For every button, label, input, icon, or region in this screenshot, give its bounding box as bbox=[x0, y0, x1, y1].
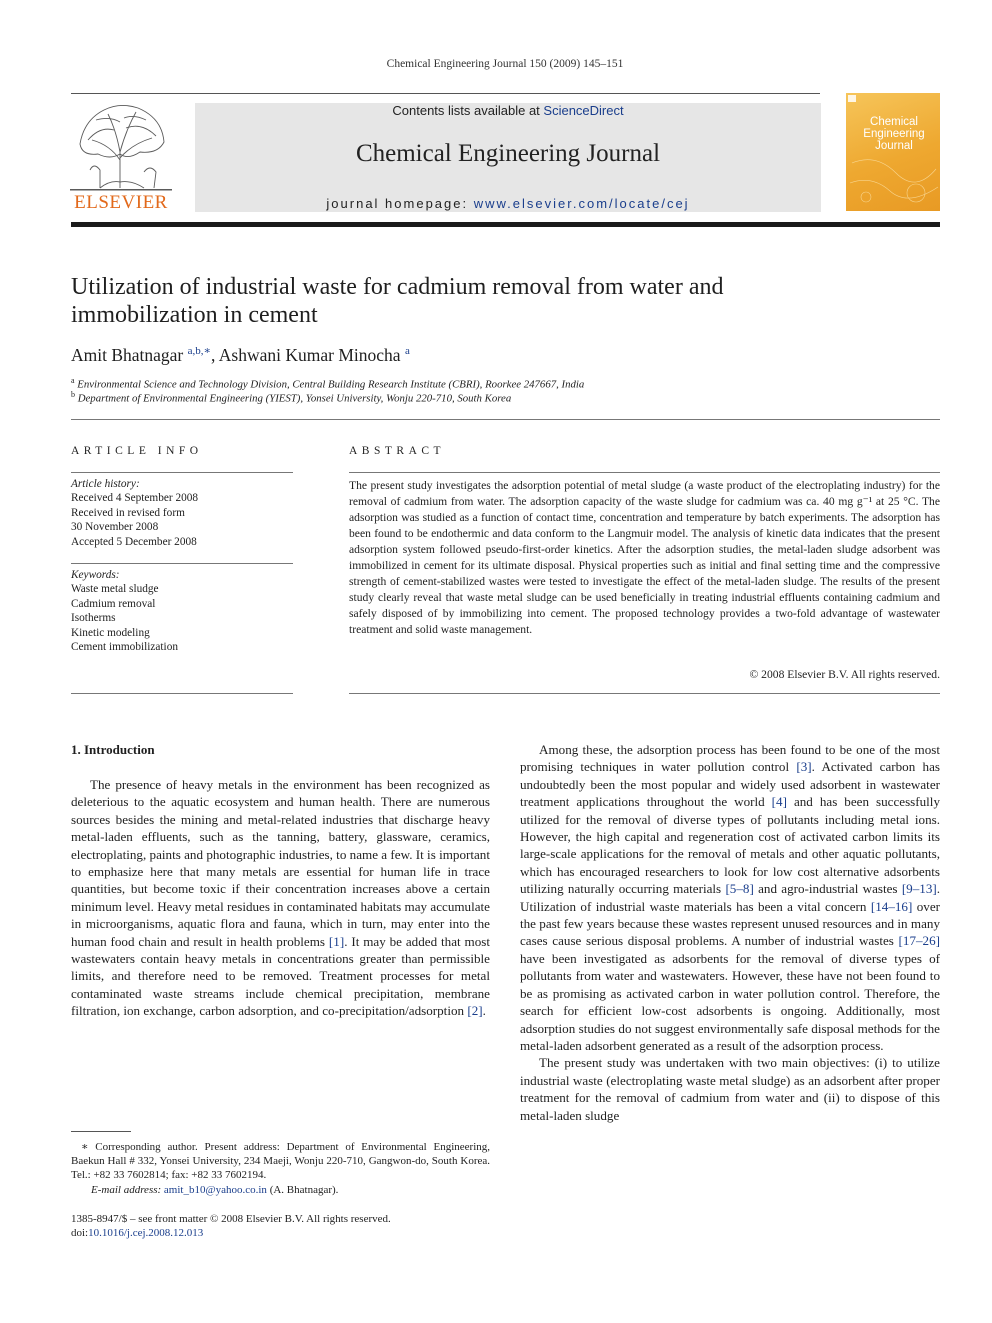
abstract-copyright: © 2008 Elsevier B.V. All rights reserved. bbox=[749, 668, 940, 681]
reference-link[interactable]: [5–8] bbox=[725, 881, 754, 897]
text-run: . It may be added that most wastewaters contain heavy metals in concentrations greater than permissible limits, and therefore need to be removed. Treatment processes for metal contaminated waste streams include chemical precipitation, membrane filtration, ion exchange, carbon adsorption, and co-precipitation/adsorption bbox=[71, 933, 490, 1019]
affiliation-text: Environmental Science and Technology Division, Central Building Research Institute (CBRI), Roorkee 247667, India bbox=[77, 378, 585, 391]
article-info-rule bbox=[71, 472, 293, 473]
article-title: Utilization of industrial waste for cadmium removal from water and immobilization in cement bbox=[71, 274, 724, 328]
author-list bbox=[71, 344, 410, 366]
abstract-bottom-rule bbox=[349, 693, 940, 694]
affiliation bbox=[71, 376, 584, 391]
author-marks[interactable]: a bbox=[404, 345, 410, 357]
keyword: Cadmium removal bbox=[71, 597, 156, 610]
contents-prefix: Contents lists available at bbox=[392, 103, 544, 118]
reference-link[interactable]: [2] bbox=[467, 1003, 483, 1019]
text-run: Among these, the adsorption process has been found to be one of the most promising techniques in water pollution control bbox=[520, 742, 940, 775]
abstract-heading: ABSTRACT bbox=[349, 445, 446, 457]
journal-name: Chemical Engineering Journal bbox=[355, 140, 661, 167]
elsevier-wordmark: ELSEVIER bbox=[74, 192, 168, 213]
paragraph bbox=[71, 776, 490, 1020]
abstract-text: The present study investigates the adsorption potential of metal sludge (a waste product of the electroplating industry) for the removal of cadmium from water. The adsorption capacity of the waste sludge for cadmium was ca. 40 mg g⁻¹ at 25 °C. The adsorption was studied as a function of contact time, concentration and temperature by batch experiments. The adsorption has been found to be endothermic and data conform to the Langmuir model. The analysis of kinetic data indicates that the present adsorption system followed pseudo-first-order kinetics. After the adsorption studies, the metal-laden sludge adsorbent was immobilized in cement for its ultimate disposal. Physical properties such as initial and final setting time and the compressive strength of cement-stabilized wastes were tested to investigate the effect of the metal-laden sludge. The results of the present study clearly reveal that waste metal sludge can be used beneficially in treating industrial effluents containing cadmium and safely disposed of by immobilizing into cement. The proposed technology provides a two-fold advantage of wastewater treatment and solid waste management. bbox=[349, 479, 940, 636]
history-item: 30 November 2008 bbox=[71, 521, 159, 534]
introduction-heading: 1. Introduction bbox=[71, 742, 155, 757]
email-link[interactable]: amit_b10@yahoo.co.in bbox=[163, 1183, 267, 1196]
history-item: Accepted 5 December 2008 bbox=[71, 535, 197, 548]
masthead-rule bbox=[71, 222, 940, 227]
email-line bbox=[71, 1183, 490, 1197]
section-rule bbox=[71, 419, 940, 420]
doi-link[interactable]: 10.1016/j.cej.2008.12.013 bbox=[88, 1227, 204, 1240]
homepage-prefix: journal homepage: bbox=[326, 196, 474, 211]
text-run: and has been successfully utilized for the removal of diverse types of pollutants including metal ions. However, the high capital and regeneration cost of activated carbon limits its large-scale applications for the removal of metals and other aquatic pollutants, which has encouraged researchers to look for low cost alternative adsorbents utilizing naturally occurring materials bbox=[520, 794, 940, 897]
text-run: and agro-industrial wastes bbox=[753, 881, 902, 897]
reference-link[interactable]: [3] bbox=[796, 759, 812, 775]
journal-homepage bbox=[195, 196, 821, 211]
author-name[interactable]: Amit Bhatnagar bbox=[71, 344, 184, 365]
email-suffix: (A. Bhatnagar). bbox=[266, 1183, 339, 1196]
keyword: Isotherms bbox=[71, 612, 116, 625]
paragraph: The present study was undertaken with two main objectives: (i) to utilize industrial waste (electroplating waste metal sludge) as an adsorbent after proper treatment for the removal of cadmium from water and (ii) to dispose of this metal-laden sludge bbox=[520, 1055, 940, 1123]
keywords-label: Keywords: bbox=[71, 569, 120, 581]
doi-line bbox=[71, 1226, 541, 1240]
reference-link[interactable]: [9–13] bbox=[901, 881, 937, 897]
affiliation-mark: a bbox=[71, 376, 75, 385]
affiliation-mark: b bbox=[71, 390, 75, 399]
reference-link[interactable]: [17–26] bbox=[898, 933, 940, 949]
affiliation bbox=[71, 390, 511, 405]
footnote-rule bbox=[71, 1131, 131, 1132]
text-run: have been investigated as adsorbents for the removal of diverse types of pollutants from water and wastewaters. However, these have not been found to be as promising as activated carbon in water pollution control. Therefore, the search for efficient low-cost adsorbents is ongoing. Additionally, most adsorption studies do not suggest environmentally safe disposal methods for the metal-laden adsorbent generated as a result of the adsorption process. bbox=[520, 950, 940, 1053]
text-run: The presence of heavy metals in the environment has been recognized as deleterious to the aquatic ecosystem and human health. There are numerous sources besides the mining and metal-related industries that discharge heavy metal-laden effluents, such as the tanning, battery, glassware, ceramics, electroplating, paints and photographic industries, to name a few. It is important to emphasize here that many metals are essential for human life in trace quantities, but become toxic if their concentration increases above a certain minimum level. Heavy metal residues in contaminated habitats may accumulate in microorganisms, aquatic flora and fauna, which in turn, may enter into the human food chain and result in health problems bbox=[71, 777, 490, 949]
text-run: . Utilization of industrial waste materials has been a vital concern bbox=[520, 881, 941, 914]
keywords bbox=[71, 568, 293, 654]
right-column bbox=[520, 741, 940, 1124]
affiliation-text: Department of Environmental Engineering (YIEST), Yonsei University, Wonju 220-710, South Korea bbox=[77, 392, 512, 405]
abstract-rule bbox=[349, 472, 940, 473]
keyword: Cement immobilization bbox=[71, 641, 178, 654]
doi-label: doi: bbox=[71, 1227, 89, 1240]
journal-citation: Chemical Engineering Journal 150 (2009) 145–151 bbox=[386, 58, 624, 70]
author-name[interactable]: Ashwani Kumar Minocha bbox=[218, 344, 401, 365]
reference-link[interactable]: [1] bbox=[328, 933, 345, 949]
sciencedirect-link[interactable]: ScienceDirect bbox=[543, 103, 624, 118]
article-info-bottom-rule bbox=[71, 693, 293, 694]
journal-cover-thumbnail bbox=[846, 93, 940, 211]
homepage-link[interactable]: www.elsevier.com/locate/cej bbox=[473, 196, 690, 211]
text-run: . Activated carbon has undoubtedly been the most popular and widely used adsorbent in wastewater treatment applications throughout the world bbox=[520, 759, 940, 810]
corresponding-author-text: ∗ Corresponding author. Present address: Department of Environmental Engineering, Baekun Hall # 332, Yonsei University, 234 Maeji, Wonju 220-710, Gangwon-do, South Korea. Tel.: +82 33 7602814; fax: +82 33 7602194. bbox=[71, 1141, 490, 1182]
history-item: Received 4 September 2008 bbox=[71, 492, 199, 505]
history-label: Article history: bbox=[71, 478, 140, 490]
author-separator: , bbox=[211, 344, 219, 365]
issn-line: 1385-8947/$ – see front matter © 2008 Elsevier B.V. All rights reserved. bbox=[71, 1213, 391, 1225]
author-marks[interactable]: a,b,∗ bbox=[187, 345, 211, 357]
front-matter bbox=[71, 1212, 541, 1240]
paragraph bbox=[520, 741, 940, 1054]
header-rule bbox=[71, 93, 820, 94]
history-item: Received in revised form bbox=[71, 506, 185, 519]
reference-link[interactable]: [4] bbox=[771, 794, 787, 810]
left-column bbox=[71, 776, 490, 1020]
contents-line bbox=[195, 103, 821, 118]
reference-link[interactable]: [14–16] bbox=[870, 898, 913, 914]
journal-cover-title: Chemical Engineering Journal bbox=[863, 116, 925, 152]
text-run: over the past few years because these wastes represent unused resources and in many cases cause serious disposal problems. A number of industrial wastes bbox=[520, 898, 940, 949]
keyword: Kinetic modeling bbox=[71, 626, 150, 639]
article-history bbox=[71, 477, 293, 549]
email-label: E-mail address: bbox=[91, 1183, 164, 1196]
corresponding-author-footnote bbox=[71, 1140, 490, 1197]
text-run: . bbox=[482, 1003, 486, 1019]
article-info-heading: ARTICLE INFO bbox=[71, 445, 203, 457]
keyword: Waste metal sludge bbox=[71, 583, 159, 596]
keywords-rule bbox=[71, 563, 293, 564]
